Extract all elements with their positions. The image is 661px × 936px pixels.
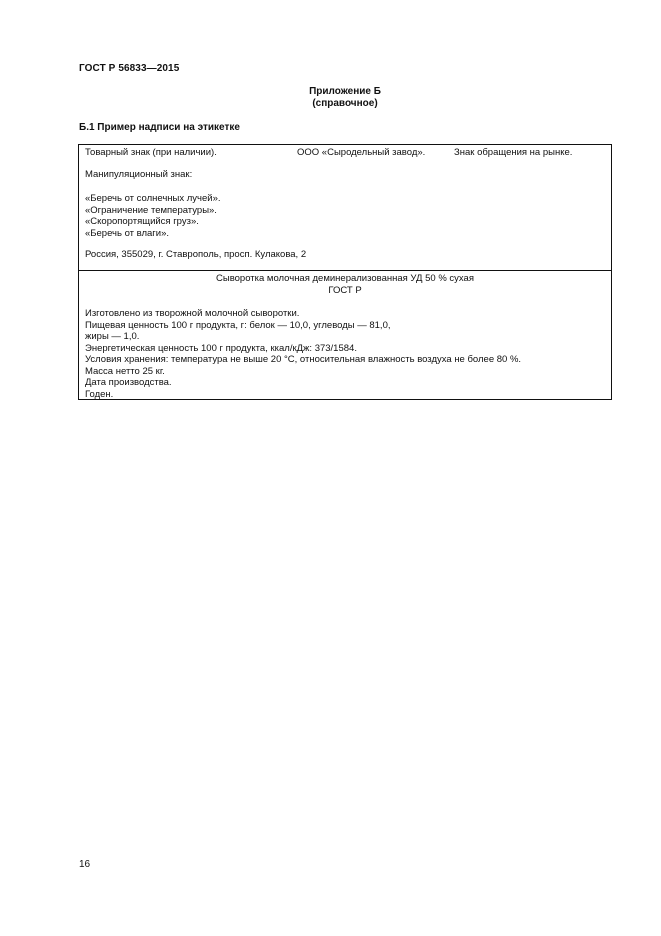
detail-line: Масса нетто 25 кг.: [85, 365, 165, 377]
detail-line: Пищевая ценность 100 г продукта, г: белок — 10,0, углеводы — 81,0,: [85, 319, 391, 331]
label-upper-section: [79, 145, 611, 270]
page-number: 16: [79, 859, 91, 870]
trademark-text: Товарный знак (при наличии).: [85, 147, 217, 158]
section-title: Б.1 Пример надписи на этикетке: [79, 122, 240, 133]
detail-line: Годен.: [85, 388, 114, 400]
manufacturer-text: ООО «Сыродельный завод».: [297, 147, 426, 158]
label-example-box: [78, 144, 612, 400]
handling-item: «Ограничение температуры».: [85, 204, 217, 216]
handling-sign-title: Манипуляционный знак:: [85, 169, 193, 180]
detail-line: Изготовлено из творожной молочной сыворотки.: [85, 308, 300, 319]
detail-line: жиры — 1,0.: [85, 331, 140, 342]
document-code: ГОСТ Р 56833—2015: [79, 63, 180, 74]
handling-item: «Беречь от солнечных лучей».: [85, 193, 221, 204]
detail-line: Дата производства.: [85, 377, 172, 388]
address-text: Россия, 355029, г. Ставрополь, просп. Кулакова, 2: [85, 249, 307, 260]
standard-reference: ГОСТ Р: [328, 284, 362, 296]
appendix-heading: [0, 86, 661, 110]
section-divider: [79, 270, 611, 271]
market-sign-text: Знак обращения на рынке.: [454, 147, 573, 158]
appendix-title: Приложение Б: [309, 86, 381, 97]
detail-line: Условия хранения: температура не выше 20 °С, относительная влажность воздуха не более 80 %.: [85, 354, 522, 365]
detail-line: Энергетическая ценность 100 г продукта, ккал/кДж: 373/1584.: [85, 342, 357, 354]
handling-item: «Скоропортящийся груз».: [85, 216, 199, 227]
product-name: Сыворотка молочная деминерализованная УД 50 % сухая: [216, 273, 474, 284]
handling-item: «Беречь от влаги».: [85, 227, 170, 239]
appendix-subtitle: (справочное): [312, 98, 378, 109]
